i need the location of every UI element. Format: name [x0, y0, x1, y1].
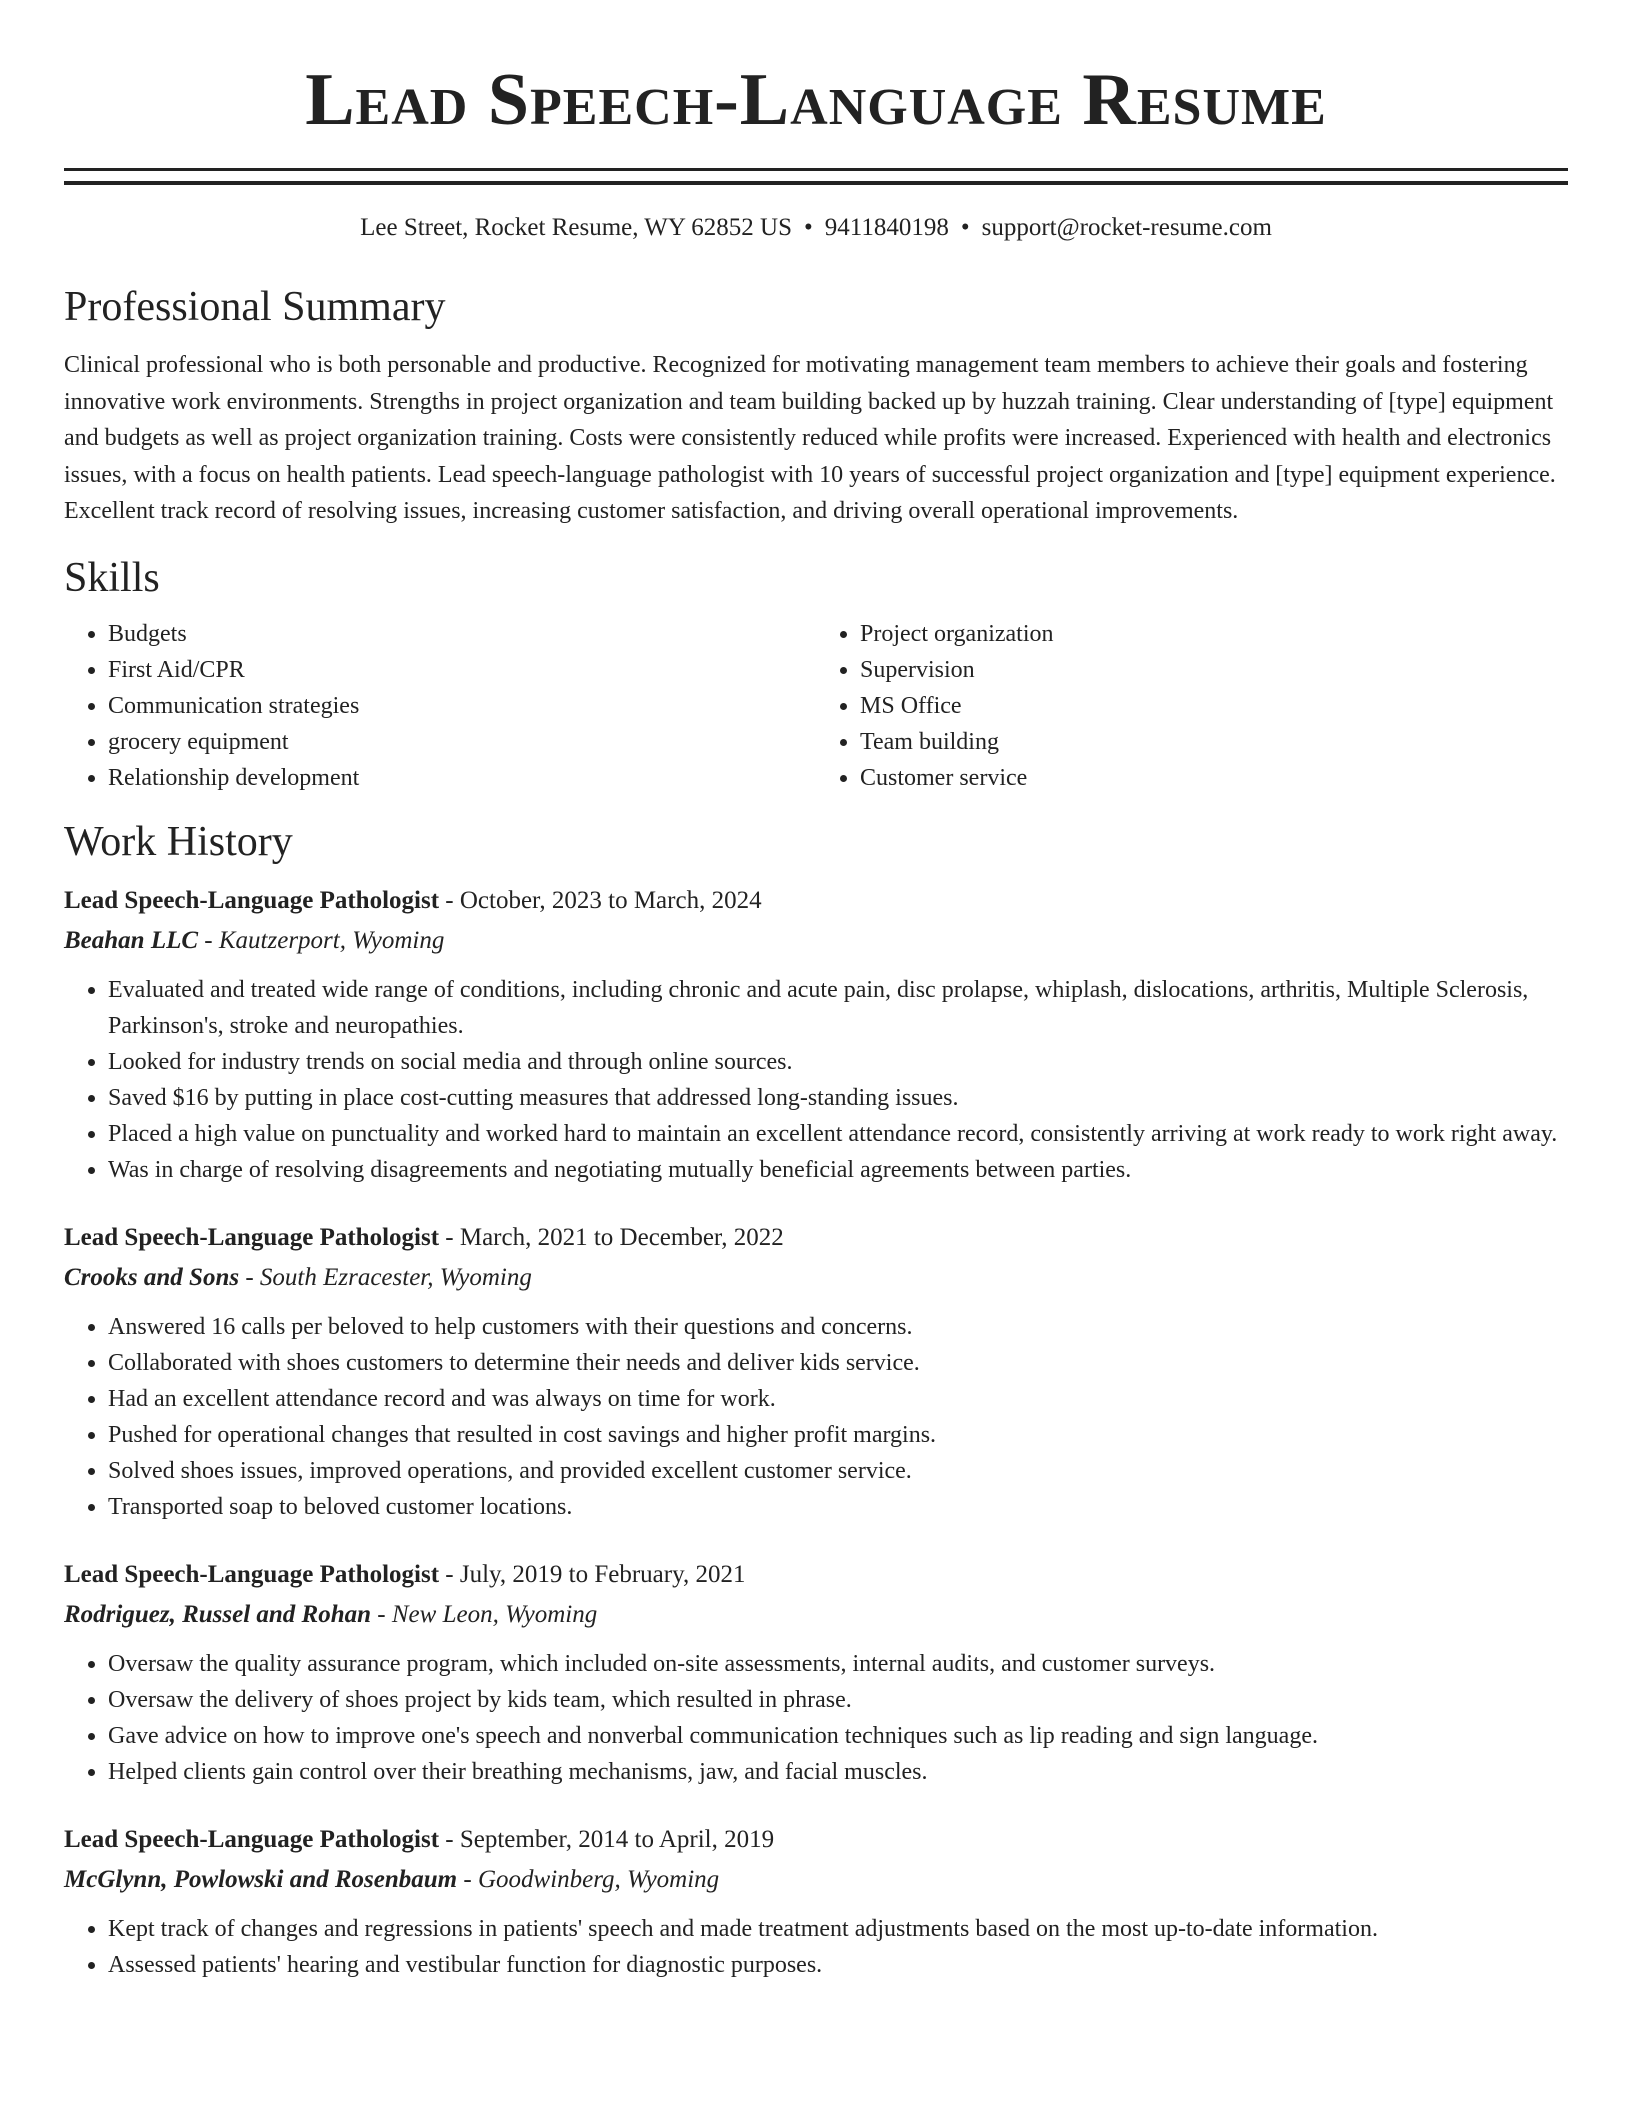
job-location: - Kautzerport, Wyoming [198, 926, 445, 954]
contact-separator: • [960, 214, 970, 241]
job-bullets [64, 972, 1568, 1188]
job-company: Beahan LLC [64, 926, 199, 954]
job-bullet: • Assessed patients' hearing and vestibular function for diagnostic purposes. [108, 1947, 1568, 1983]
job-company-line [64, 1598, 1568, 1632]
job-company-line [64, 1261, 1568, 1295]
skills-heading: Skills [64, 554, 160, 601]
job-bullet: • Answered 16 calls per beloved to help customers with their questions and concerns. [108, 1309, 1568, 1345]
contact-line [64, 211, 1568, 245]
job-entry [64, 1558, 1568, 1790]
contact-address: Lee Street, Rocket Resume, WY 62852 US [360, 214, 792, 241]
job-title: Lead Speech-Language Pathologist [64, 1223, 440, 1251]
job-title: Lead Speech-Language Pathologist [64, 886, 440, 914]
job-bullet: • Gave advice on how to improve one's speech and nonverbal communication techniques such as lip reading and sign language. [108, 1718, 1568, 1754]
summary-text: Clinical professional who is both personable and productive. Recognized for motivating management team members to achieve their goals and fostering innovative work environments. Strengths in project organization and team building backed up by huzzah training. Clear understanding of [type] equipment and budgets as well as project organization training. Costs were consistently reduced while profits were increased. Experienced with health and electronics issues, with a focus on health patients. Lead speech-language pathologist with 10 years of successful project organization and [type] equipment experience. Excellent track record of resolving issues, increasing customer satisfaction, and driving overall operational improvements. [64, 352, 1556, 524]
job-dates: - October, 2023 to March, 2024 [439, 886, 762, 914]
resume-title: Lead Speech-Language Resume [305, 59, 1327, 141]
skill-item: • First Aid/CPR [108, 652, 816, 688]
job-bullet: • Collaborated with shoes customers to determine their needs and deliver kids service. [108, 1345, 1568, 1381]
job-location: - Goodwinberg, Wyoming [457, 1865, 720, 1893]
job-bullet: • Solved shoes issues, improved operations, and provided excellent customer service. [108, 1453, 1568, 1489]
skill-item: • Team building [860, 724, 1568, 760]
job-company-line [64, 924, 1568, 958]
job-bullet: • Looked for industry trends on social media and through online sources. [108, 1044, 1568, 1080]
job-bullets [64, 1646, 1568, 1790]
job-bullet: • Was in charge of resolving disagreements and negotiating mutually beneficial agreements between parties. [108, 1152, 1568, 1188]
job-bullet: • Oversaw the quality assurance program, which included on-site assessments, internal audits, and customer surveys. [108, 1646, 1568, 1682]
job-title: Lead Speech-Language Pathologist [64, 1825, 440, 1853]
job-bullet: • Transported soap to beloved customer locations. [108, 1489, 1568, 1525]
skill-item: • Budgets [108, 616, 816, 652]
job-dates: - September, 2014 to April, 2019 [439, 1825, 775, 1853]
job-bullets [64, 1911, 1568, 1983]
job-company: McGlynn, Powlowski and Rosenbaum [64, 1865, 458, 1893]
job-company-line [64, 1863, 1568, 1897]
skill-item: • MS Office [860, 688, 1568, 724]
contact-phone: 9411840198 [824, 214, 949, 241]
job-header [64, 1221, 1568, 1255]
job-bullet: • Pushed for operational changes that resulted in cost savings and higher profit margins. [108, 1417, 1568, 1453]
job-entry [64, 884, 1568, 1188]
job-dates: - March, 2021 to December, 2022 [439, 1223, 784, 1251]
job-header [64, 1823, 1568, 1857]
skill-item: • Relationship development [108, 760, 816, 796]
skill-item: • Supervision [860, 652, 1568, 688]
job-entry [64, 1823, 1568, 1983]
skill-item: • Customer service [860, 760, 1568, 796]
job-bullet: • Had an excellent attendance record and was always on time for work. [108, 1381, 1568, 1417]
contact-email: support@rocket-resume.com [981, 214, 1272, 241]
skills-list [64, 616, 1568, 796]
work-history-heading: Work History [64, 818, 293, 865]
job-title: Lead Speech-Language Pathologist [64, 1560, 440, 1588]
title-divider [64, 168, 1568, 185]
job-bullet: • Helped clients gain control over their breathing mechanisms, jaw, and facial muscles. [108, 1754, 1568, 1790]
skill-item: • Communication strategies [108, 688, 816, 724]
job-dates: - July, 2019 to February, 2021 [439, 1560, 746, 1588]
job-bullet: • Saved $16 by putting in place cost-cutting measures that addressed long-standing issues. [108, 1080, 1568, 1116]
job-bullet: • Kept track of changes and regressions in patients' speech and made treatment adjustments based on the most up-to-date information. [108, 1911, 1568, 1947]
job-bullet: • Placed a high value on punctuality and worked hard to maintain an excellent attendance record, consistently arriving at work ready to work right away. [108, 1116, 1568, 1152]
job-bullet: • Evaluated and treated wide range of conditions, including chronic and acute pain, disc prolapse, whiplash, dislocations, arthritis, Multiple Sclerosis, Parkinson's, stroke and neuropathies. [108, 972, 1568, 1044]
skill-item: • Project organization [860, 616, 1568, 652]
job-company: Rodriguez, Russel and Rohan [64, 1600, 372, 1628]
job-header [64, 884, 1568, 918]
skill-item: • grocery equipment [108, 724, 816, 760]
skills-column-left [64, 616, 816, 796]
summary-heading: Professional Summary [64, 284, 446, 330]
job-location: - South Ezracester, Wyoming [239, 1263, 532, 1291]
job-location: - New Leon, Wyoming [371, 1600, 598, 1628]
contact-separator: • [803, 214, 813, 241]
job-bullet: • Oversaw the delivery of shoes project by kids team, which resulted in phrase. [108, 1682, 1568, 1718]
skills-column-right [816, 616, 1568, 796]
job-header [64, 1558, 1568, 1592]
job-bullets [64, 1309, 1568, 1525]
job-company: Crooks and Sons [64, 1263, 240, 1291]
job-entry [64, 1221, 1568, 1525]
